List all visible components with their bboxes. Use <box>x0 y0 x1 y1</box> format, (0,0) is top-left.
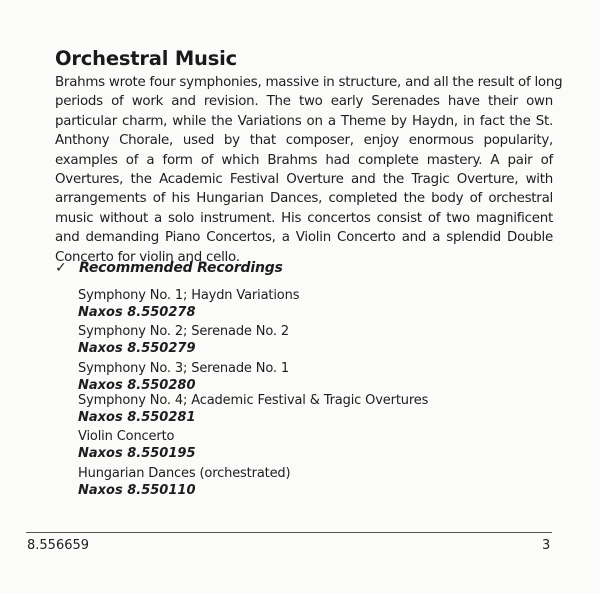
paragraph-line: examples of a form of which Brahms had complete mastery. A pair of <box>55 152 553 168</box>
paragraph-line: Brahms wrote four symphonies, massive in structure, and all the result of long <box>55 75 563 90</box>
body-paragraph <box>55 73 563 267</box>
paragraph-line: and demanding Piano Concertos, a Violin Concerto and a splendid Double <box>55 230 553 246</box>
recording-item <box>78 465 428 501</box>
paragraph-line: Overtures, the Academic Festival Overture and the Tragic Overture, with <box>55 172 553 188</box>
recommended-recordings-heading <box>55 260 283 276</box>
recording-title: Violin Concerto <box>78 429 175 445</box>
recording-item <box>78 323 428 359</box>
page-number: 3 <box>542 538 551 553</box>
recording-title: Symphony No. 4; Academic Festival & Tragic Overtures <box>78 392 429 408</box>
recordings-list <box>78 287 428 501</box>
recording-item <box>78 360 428 392</box>
recording-item <box>78 428 428 464</box>
paragraph-line: arrangements of his Hungarian Dances, completed the body of orchestral <box>55 191 553 207</box>
paragraph-line: particular charm, while the Variations on a Theme by Haydn, in fact the St. <box>55 113 553 129</box>
section-title: Orchestral Music <box>55 47 237 70</box>
recording-catalog: Naxos 8.550110 <box>78 482 196 498</box>
recording-title: Symphony No. 3; Serenade No. 1 <box>78 360 289 376</box>
paragraph-line: music without a solo instrument. His concertos consist of two magnificent <box>55 210 553 226</box>
recording-title: Hungarian Dances (orchestrated) <box>78 465 291 481</box>
recommended-label: Recommended Recordings <box>79 260 283 276</box>
footer-rule <box>26 532 552 533</box>
recording-title: Symphony No. 1; Haydn Variations <box>78 288 300 303</box>
recording-item <box>78 287 428 323</box>
recording-item <box>78 392 428 428</box>
footer-catalog-number: 8.556659 <box>27 538 90 553</box>
checkmark-icon: ✓ <box>55 260 67 276</box>
recording-catalog: Naxos 8.550281 <box>78 409 196 425</box>
recording-catalog: Naxos 8.550279 <box>78 341 196 357</box>
paragraph-line: Concerto for violin and cello. <box>55 249 240 265</box>
paragraph-line: periods of work and revision. The two early Serenades have their own <box>55 94 553 110</box>
recording-catalog: Naxos 8.550280 <box>78 377 196 393</box>
recording-catalog: Naxos 8.550278 <box>78 305 196 320</box>
recording-title: Symphony No. 2; Serenade No. 2 <box>78 324 289 340</box>
recording-catalog: Naxos 8.550195 <box>78 446 196 462</box>
paragraph-line: Anthony Chorale, used by that composer, enjoy enormous popularity, <box>55 133 553 149</box>
